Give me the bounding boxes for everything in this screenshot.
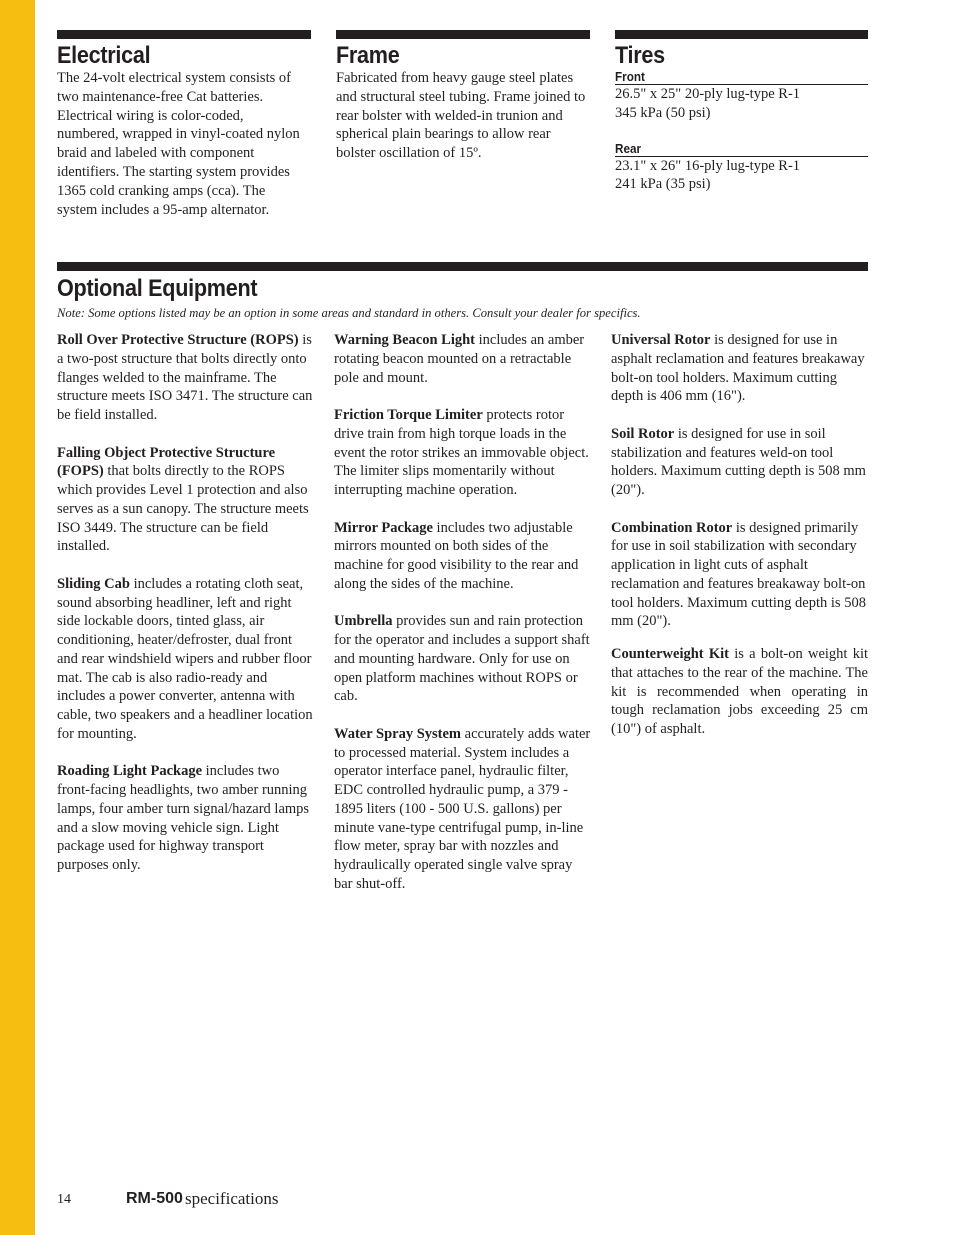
- electrical-section: [57, 30, 311, 219]
- option-item: [57, 762, 314, 875]
- option-text: includes an amber rotating beacon mounted on a retractable pole and mount.: [334, 332, 585, 386]
- option-text: includes a rotating cloth seat, sound absorbing headliner, left and right side lockable doors, tinted glass, air conditioning, heater/defroster, dual front and rear windshield wipers and rubber floor mat. The cab is also radio-ready and includes a power converter, antenna with cable, two speakers and a headliner location for mounting.: [57, 575, 313, 742]
- option-title: Falling Object Protective Structure (FOPS): [57, 444, 276, 480]
- option-item: [611, 645, 868, 739]
- option-title: Sliding Cab: [57, 575, 130, 592]
- section-rule: [57, 262, 868, 271]
- optional-equipment-section: [57, 262, 868, 302]
- option-text: is designed primarily for use in soil stabilization with secondary application in light cuts of asphalt reclamation and features breakaway bolt-on tool holders. Maximum cutting depth is 508 mm (20").: [611, 519, 866, 630]
- option-item: [611, 425, 868, 500]
- option-text: that bolts directly to the ROPS which provides Level 1 protection and also serves as a sun canopy. The structure meets ISO 3449. The structure can be field installed.: [57, 463, 309, 555]
- option-title: Universal Rotor: [611, 332, 711, 348]
- option-text: is designed for use in soil stabilization and features weld-on tool holders. Maximum cutting depth is 508 mm (20").: [611, 425, 866, 498]
- footer-label: specifications: [185, 1189, 279, 1208]
- option-title: Counterweight Kit: [611, 646, 730, 662]
- option-title: Water Spray System: [334, 725, 462, 742]
- option-text: includes two adjustable mirrors mounted on both sides of the machine for good visibility to the rear and along the sides of the machine.: [334, 519, 579, 592]
- option-item: [611, 331, 868, 406]
- optional-note: Note: Some options listed may be an option in some areas and standard in others. Consult your dealer for specifics.: [57, 306, 641, 320]
- electrical-heading: Electrical: [57, 42, 151, 69]
- tires-rear-size: 23.1" x 26" 16-ply lug-type R-1: [615, 156, 868, 176]
- option-title: Soil Rotor: [611, 425, 675, 442]
- option-text: protects rotor drive train from high torque loads in the event the rotor strikes an immovable object. The limiter slips momentarily without interrupting machine operation.: [334, 407, 589, 498]
- page-number: 14: [57, 1192, 71, 1207]
- option-item: [57, 444, 314, 557]
- option-title: Combination Rotor: [611, 519, 733, 536]
- option-title: Roll Over Protective Structure (ROPS): [57, 332, 299, 348]
- yellow-side-bar: [0, 0, 35, 1235]
- option-item: [57, 331, 314, 425]
- option-text: accurately adds water to processed material. System includes a operator interface panel, hydraulic filter, EDC controlled hydraulic pump, a 379 - 1895 liters (100 - 500 U.S. gallons) per minute vane-type centrifugal pump, in-line flow meter, spray bar with nozzles and hydraulically operated single valve spray bar shut-off.: [334, 725, 591, 892]
- section-rule: [615, 30, 868, 39]
- tires-rear-pressure: 241 kPa (35 psi): [615, 176, 711, 193]
- option-title: Mirror Package: [334, 519, 433, 536]
- option-item: [57, 575, 314, 744]
- tires-front-label: Front: [615, 69, 645, 84]
- model-name: RM-500: [126, 1190, 183, 1207]
- option-text: is designed for use in asphalt reclamation and features breakaway bolt-on tool holders. Maximum cutting depth is 406 mm (16").: [611, 332, 865, 405]
- option-item: [334, 725, 591, 894]
- option-item: [334, 519, 591, 594]
- section-rule: [57, 30, 311, 39]
- tires-rear-label: Rear: [615, 140, 642, 156]
- tires-front-size: 26.5" x 25" 20-ply lug-type R-1: [615, 84, 868, 104]
- section-rule: [336, 30, 590, 39]
- tires-section: [615, 30, 868, 194]
- option-text: is a two-post structure that bolts directly onto flanges welded to the mainframe. The structure meets ISO 3471. The structure can be field installed.: [57, 332, 313, 423]
- option-title: Roading Light Package: [57, 763, 203, 780]
- option-item: [611, 519, 868, 632]
- optional-column-3: [611, 331, 868, 758]
- option-item: [334, 331, 591, 387]
- electrical-body: The 24-volt electrical system consists of two maintenance-free Cat batteries. Electrical wiring is color-coded, numbered, wrapped in vinyl-coated nylon braid and labeled with component identifiers. The starting system provides 1365 cold cranking amps (cca). The system includes a 95-amp alternator.: [57, 70, 300, 218]
- tires-heading: Tires: [615, 42, 665, 69]
- option-text: provides sun and rain protection for the operator and includes a support shaft and mounting hardware. Only for use on open platform machines without ROPS or cab.: [334, 613, 590, 705]
- option-title: Friction Torque Limiter: [334, 407, 483, 423]
- optional-column-1: [57, 331, 314, 894]
- option-item: [334, 612, 591, 706]
- option-item: [334, 406, 591, 500]
- frame-section: [336, 30, 590, 163]
- option-title: Umbrella: [334, 613, 393, 630]
- tires-front-pressure: 345 kPa (50 psi): [615, 104, 711, 121]
- optional-equipment-heading: Optional Equipment: [57, 275, 258, 302]
- optional-column-2: [334, 331, 591, 912]
- option-title: Warning Beacon Light: [334, 332, 475, 348]
- frame-body: Fabricated from heavy gauge steel plates and structural steel tubing. Frame joined to rear bolster with welded-in trunion and spherical plain bearings to allow rear bolster oscillation of 15º.: [336, 70, 586, 162]
- option-text: is a bolt-on weight kit that attaches to the rear of the machine. The kit is recommended when operating in tough reclamation jobs exceeding 25 cm (10") of asphalt.: [611, 646, 869, 737]
- option-text: includes two front-facing headlights, two amber running lamps, four amber turn signal/hazard lamps and a slow moving vehicle sign. Light package used for highway transport purposes only.: [57, 763, 310, 873]
- frame-heading: Frame: [336, 42, 400, 69]
